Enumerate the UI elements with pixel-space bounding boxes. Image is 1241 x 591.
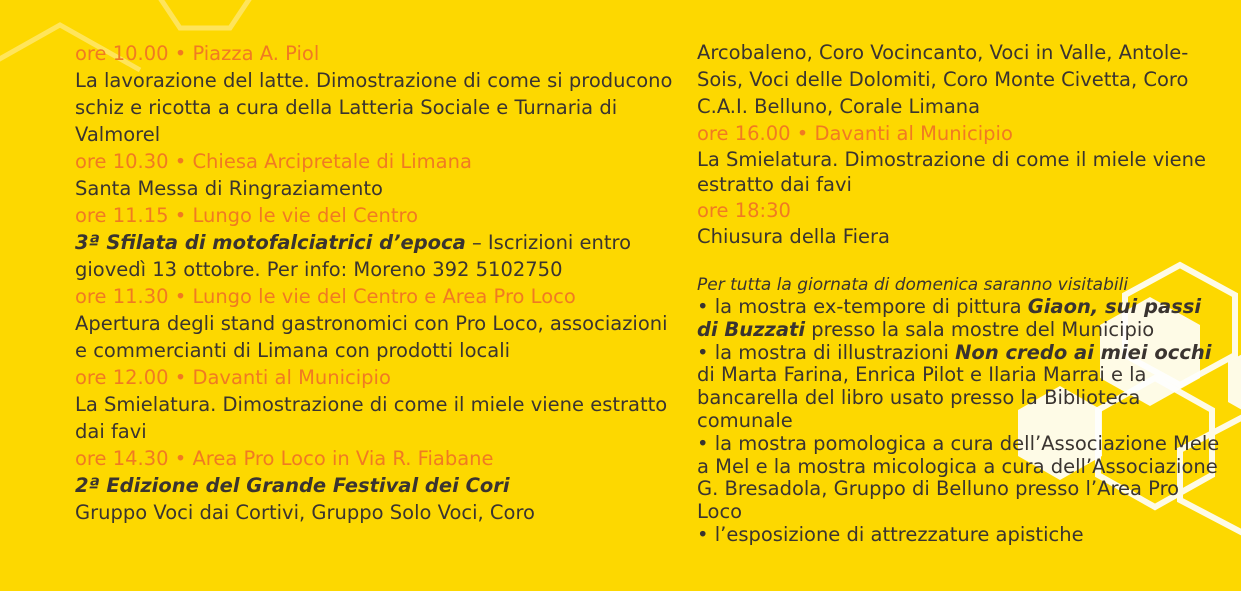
event-time: ore 10.00 • Piazza A. Piol [75,42,320,65]
event-description: Santa Messa di Ringraziamento [75,177,383,200]
event-title: 2ª Edizione del Grande Festival dei Cori [75,474,510,497]
event-time: ore 11.30 • Lungo le vie del Centro e Area Pro Loco [75,285,576,308]
exhibit-title: Non credo ai miei occhi [955,340,1212,364]
right-column [697,39,1227,547]
exhibits-intro: Per tutta la giornata di domenica saranno visitabili [697,275,1129,295]
event-time: ore 16.00 • Davanti al Municipio [697,122,1013,145]
exhibit-item: • la mostra pomologica a cura dell’Associazione Mele a Mel e la mostra micologica a cura dell’Associazione G. Bresadola, Gruppo di Belluno presso l’Area Pro Loco [697,431,1220,524]
exhibit-text: • la mostra di illustrazioni [697,340,956,364]
event-time: ore 18:30 [697,199,791,222]
event-detail: – Iscrizioni entro giovedì 13 ottobre. Per info: Moreno 392 5102750 [75,231,632,281]
hex-outline-top-left-2 [158,0,252,28]
exhibits-section [697,274,1227,547]
event-time: ore 12.00 • Davanti al Municipio [75,366,391,389]
choir-list-continuation: Arcobaleno, Coro Vocincanto, Voci in Valle, Antole-Sois, Voci delle Dolomiti, Coro Monte Civetta, Coro C.A.I. Belluno, Corale Limana [697,41,1189,118]
exhibit-text: di Marta Farina, Enrica Pilot e Ilaria Marrai e la bancarella del libro usato presso la Biblioteca comunale [697,363,1147,432]
event-1430 [75,445,675,526]
event-description: Chiusura della Fiera [697,225,890,248]
exhibit-item: • l’esposizione di attrezzature apistiche [697,522,1084,546]
event-time: ore 14.30 • Area Pro Loco in Via R. Fiabane [75,447,494,470]
event-description: Gruppo Voci dai Cortivi, Gruppo Solo Voci, Coro [75,501,535,524]
event-1115 [75,202,675,283]
event-description: La Smielatura. Dimostrazione di come il miele viene estratto dai favi [697,148,1207,196]
event-time: ore 10.30 • Chiesa Arcipretale di Limana [75,150,472,173]
event-1130 [75,283,675,364]
left-column [75,40,675,526]
event-description: Apertura degli stand gastronomici con Pro Loco, associazioni e commercianti di Limana con prodotti locali [75,312,668,362]
event-1830 [697,197,1227,249]
event-description: La lavorazione del latte. Dimostrazione di come si producono schiz e ricotta a cura della Latteria Sociale e Turnaria di Valmorel [75,69,673,146]
exhibit-text: presso la sala mostre del Municipio [805,317,1155,341]
spacer [697,249,1227,274]
event-title: 3ª Sfilata di motofalciatrici d’epoca [75,231,466,254]
exhibit-text: • la mostra ex-tempore di pittura [697,295,1028,318]
event-description [75,229,675,283]
exhibit-item [697,296,1227,342]
event-description: La Smielatura. Dimostrazione di come il miele viene estratto dai favi [75,393,668,443]
exhibit-item [697,342,1227,433]
event-time: ore 11.15 • Lungo le vie del Centro [75,204,419,227]
event-1600 [697,120,1227,197]
exhibit-title: Giaon, sui passi di Buzzati [697,295,1202,341]
event-1000 [75,40,675,148]
event-1030 [75,148,675,202]
event-1200 [75,364,675,445]
